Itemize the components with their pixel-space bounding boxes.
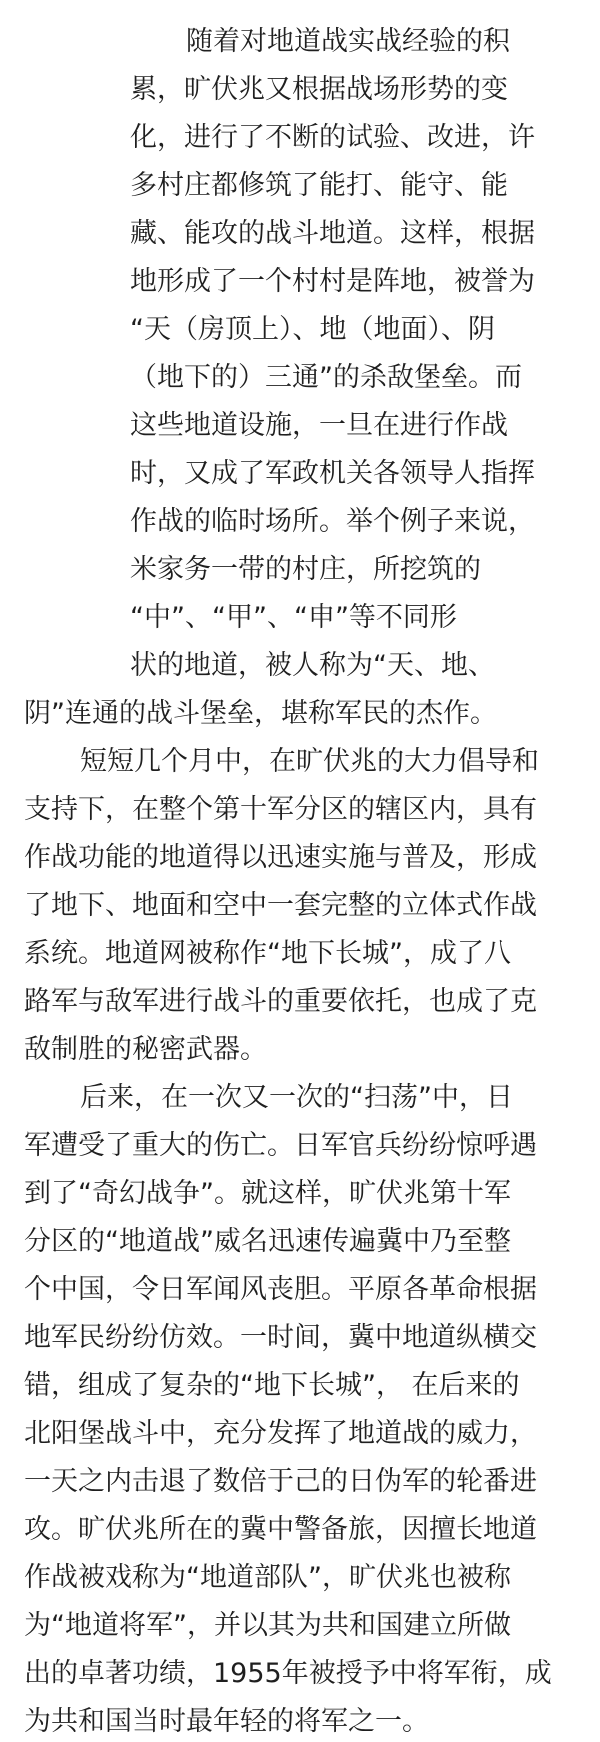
text-line: 多村庄都修筑了能打、能守、能 <box>130 170 508 201</box>
text-line: 一天之内击退了数倍于己的日伪军的轮番进 <box>24 1466 537 1497</box>
text-line: 路军与敌军进行战斗的重要依托，也成了克 <box>24 986 537 1017</box>
text-line: 敌制胜的秘密武器。 <box>24 1034 267 1065</box>
text-line: 为“地道将军”，并以其为共和国建立所做 <box>24 1610 511 1641</box>
text-line: 地军民纷纷仿效。一时间，冀中地道纵横交 <box>24 1322 537 1353</box>
text-line: 地形成了一个村村是阵地，被誉为 <box>130 266 535 297</box>
text-line: 短短几个月中，在旷伏兆的大力倡导和 <box>80 746 539 777</box>
text-line: 化，进行了不断的试验、改进，许 <box>130 122 535 153</box>
text-line: 军遭受了重大的伤亡。日军官兵纷纷惊呼遇 <box>24 1130 537 1161</box>
text-line: 作战功能的地道得以迅速实施与普及，形成 <box>24 842 537 873</box>
text-line: 作战被戏称为“地道部队”，旷伏兆也被称 <box>24 1562 511 1593</box>
text-line: 到了“奇幻战争”。就这样，旷伏兆第十军 <box>24 1178 511 1209</box>
text-line: 作战的临时场所。举个例子来说， <box>130 506 535 537</box>
text-line: 状的地道，被人称为“天、地、 <box>130 650 495 681</box>
text-line: 北阳堡战斗中，充分发挥了地道战的威力， <box>24 1418 537 1449</box>
text-line: 错，组成了复杂的“地下长城”， 在后来的 <box>24 1370 520 1401</box>
text-line: 阴”连通的战斗堡垒，堪称军民的杰作。 <box>24 698 497 729</box>
text-line: 累，旷伏兆又根据战场形势的变 <box>130 74 508 105</box>
text-line: “中”、“甲”、“申”等不同形 <box>130 602 457 633</box>
text-line: 个中国，令日军闻风丧胆。平原各革命根据 <box>24 1274 537 1305</box>
text-line: 支持下，在整个第十军分区的辖区内，具有 <box>24 794 537 825</box>
text-line: （地下的）三通”的杀敌堡垒。而 <box>130 362 522 393</box>
text-line: 这些地道设施，一旦在进行作战 <box>130 410 508 441</box>
text-line: “天（房顶上）、地（地面）、阴 <box>130 314 495 345</box>
text-line: 随着对地道战实战经验的积 <box>186 26 510 57</box>
text-line: 系统。地道网被称作“地下长城”，成了八 <box>24 938 511 969</box>
text-line: 为共和国当时最年轻的将军之一。 <box>24 1706 429 1737</box>
text-line: 时，又成了军政机关各领导人指挥 <box>130 458 535 489</box>
text-line: 后来，在一次又一次的“扫荡”中，日 <box>80 1082 513 1113</box>
text-line: 分区的“地道战”威名迅速传遍冀中乃至整 <box>24 1226 511 1257</box>
text-line: 攻。旷伏兆所在的冀中警备旅，因擅长地道 <box>24 1514 537 1545</box>
text-line: 了地下、地面和空中一套完整的立体式作战 <box>24 890 537 921</box>
text-line: 出的卓著功绩，1955年被授予中将军衔，成 <box>24 1658 552 1689</box>
text-line: 藏、能攻的战斗地道。这样，根据 <box>130 218 535 249</box>
text-line: 米家务一带的村庄，所挖筑的 <box>130 554 481 585</box>
